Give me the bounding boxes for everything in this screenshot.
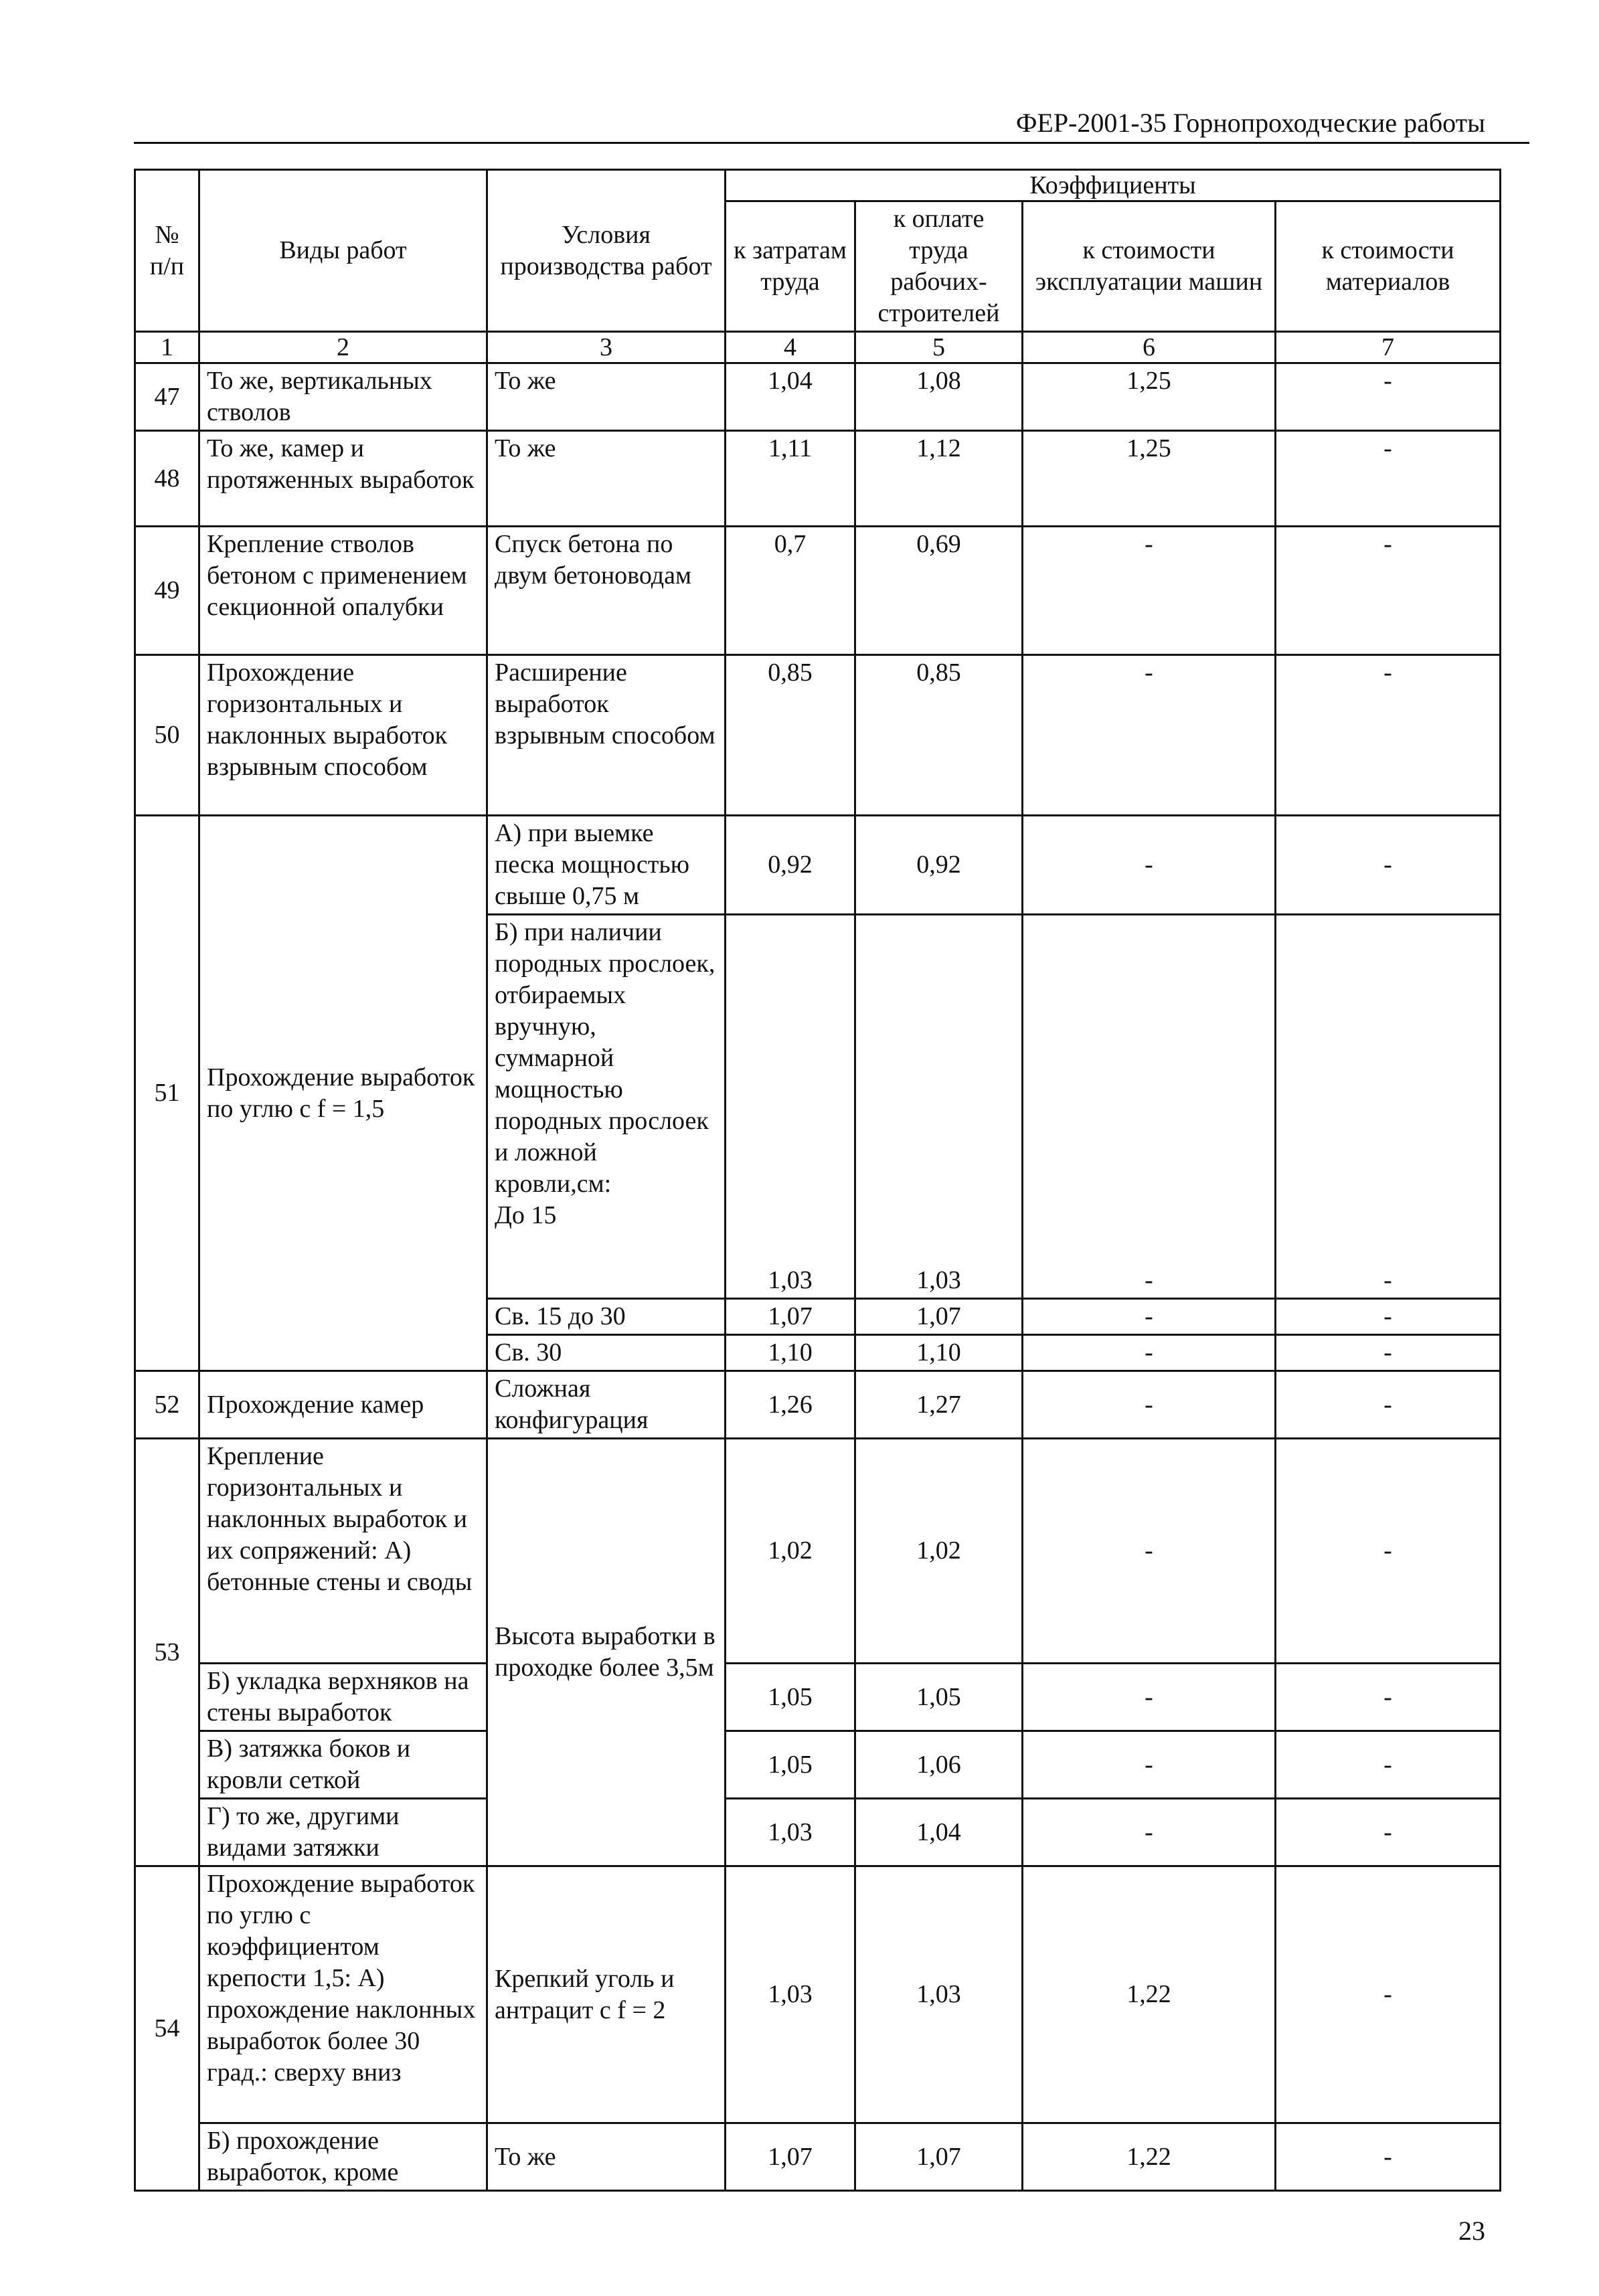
- header-rule: [134, 142, 1529, 144]
- row-number: 48: [135, 431, 199, 527]
- row-number: 49: [135, 527, 199, 655]
- table-row: [135, 1371, 1501, 1439]
- conditions: Сложная конфигурация: [487, 1371, 726, 1439]
- coef-materials: -: [1276, 655, 1501, 816]
- coef-materials: -: [1276, 1664, 1501, 1731]
- coef-machines: -: [1023, 816, 1276, 915]
- col-header-pay: к оплате труда рабочих-строителей: [855, 201, 1023, 332]
- coef-labor: 0,7: [726, 527, 855, 655]
- row-number: 53: [135, 1439, 199, 1866]
- coef-labor: 1,02: [726, 1439, 855, 1664]
- work-type: Крепление стволов бетоном с применением секционной опалубки: [199, 527, 487, 655]
- row-number: 52: [135, 1371, 199, 1439]
- coef-machines: -: [1023, 655, 1276, 816]
- column-number: 7: [1276, 332, 1501, 363]
- work-type: Прохождение выработок по углю с коэффициентом крепости 1,5: А) прохождение наклонных выработок более 30 град.: сверху вниз: [199, 1866, 487, 2123]
- coef-machines: -: [1023, 1371, 1276, 1439]
- coef-pay: 1,07: [855, 2123, 1023, 2191]
- coef-labor: 0,85: [726, 655, 855, 816]
- coef-materials: -: [1276, 431, 1501, 527]
- column-number: 4: [726, 332, 855, 363]
- coef-pay: 1,07: [855, 1299, 1023, 1335]
- coef-pay: 0,85: [855, 655, 1023, 816]
- coef-pay: 1,27: [855, 1371, 1023, 1439]
- conditions-intro: Б) при наличии породных прослоек, отбираемых вручную, суммарной мощностью породных прослоек и ложной кровли,см:: [495, 918, 716, 1198]
- coef-machines: -: [1023, 1664, 1276, 1731]
- table-row: [135, 1799, 1501, 1866]
- table-row: [135, 655, 1501, 816]
- column-number: 5: [855, 332, 1023, 363]
- work-type: В) затяжка боков и кровли сеткой: [199, 1731, 487, 1799]
- page-header-title: ФЕР-2001-35 Горнопроходческие работы: [1015, 108, 1485, 138]
- coef-materials: -: [1276, 527, 1501, 655]
- coefficients-table: [134, 169, 1501, 2192]
- coef-labor: 1,04: [726, 363, 855, 431]
- coef-labor: 1,10: [726, 1335, 855, 1371]
- work-type: То же, вертикальных стволов: [199, 363, 487, 431]
- coef-machines: 1,22: [1023, 2123, 1276, 2191]
- conditions: Высота выработки в проходке более 3,5м: [487, 1439, 726, 1866]
- table-row: [135, 816, 1501, 915]
- coef-labor: 0,92: [726, 816, 855, 915]
- table-row: [135, 1664, 1501, 1731]
- coef-pay: 0,92: [855, 816, 1023, 915]
- table-row: [135, 2123, 1501, 2191]
- coef-materials: -: [1276, 2123, 1501, 2191]
- conditions: То же: [487, 2123, 726, 2191]
- conditions-range: До 15: [495, 1201, 557, 1229]
- work-type: Б) укладка верхняков на стены выработок: [199, 1664, 487, 1731]
- coef-machines: -: [1023, 1299, 1276, 1335]
- coef-machines: -: [1023, 915, 1276, 1299]
- work-type: Прохождение горизонтальных и наклонных выработок взрывным способом: [199, 655, 487, 816]
- conditions: Расширение выработок взрывным способом: [487, 655, 726, 816]
- row-number: 51: [135, 816, 199, 1371]
- coef-labor: 1,07: [726, 1299, 855, 1335]
- conditions: [487, 915, 726, 1299]
- coef-machines: -: [1023, 1439, 1276, 1664]
- coef-machines: -: [1023, 1731, 1276, 1799]
- work-type: Прохождение выработок по углю с f = 1,5: [199, 816, 487, 1371]
- coef-pay: 1,10: [855, 1335, 1023, 1371]
- col-header-coefficients: Коэффициенты: [726, 170, 1501, 201]
- coef-materials: -: [1276, 363, 1501, 431]
- coef-pay: 0,69: [855, 527, 1023, 655]
- coef-pay: 1,05: [855, 1664, 1023, 1731]
- column-number: 2: [199, 332, 487, 363]
- coef-labor: 1,26: [726, 1371, 855, 1439]
- conditions: Св. 15 до 30: [487, 1299, 726, 1335]
- row-number: 47: [135, 363, 199, 431]
- coef-materials: -: [1276, 1799, 1501, 1866]
- conditions: Крепкий уголь и антрацит с f = 2: [487, 1866, 726, 2123]
- conditions: Св. 30: [487, 1335, 726, 1371]
- coef-materials: -: [1276, 1371, 1501, 1439]
- coef-machines: 1,25: [1023, 431, 1276, 527]
- col-header-conditions: Условия производства работ: [487, 170, 726, 332]
- row-number: 54: [135, 1866, 199, 2191]
- column-number-row: [135, 332, 1501, 363]
- coef-machines: -: [1023, 1335, 1276, 1371]
- table-row: [135, 1866, 1501, 2123]
- coef-materials: -: [1276, 1866, 1501, 2123]
- work-type: Г) то же, другими видами затяжки: [199, 1799, 487, 1866]
- conditions: Спуск бетона по двум бетоноводам: [487, 527, 726, 655]
- coef-pay: 1,03: [855, 1866, 1023, 2123]
- coef-labor: 1,07: [726, 2123, 855, 2191]
- coef-machines: 1,25: [1023, 363, 1276, 431]
- col-header-no: № п/п: [135, 170, 199, 332]
- coef-materials: -: [1276, 816, 1501, 915]
- coef-pay: 1,03: [855, 915, 1023, 1299]
- column-number: 1: [135, 332, 199, 363]
- conditions: То же: [487, 431, 726, 527]
- coef-labor: 1,03: [726, 915, 855, 1299]
- coef-materials: -: [1276, 1439, 1501, 1664]
- coef-labor: 1,05: [726, 1664, 855, 1731]
- row-number: 50: [135, 655, 199, 816]
- conditions: То же: [487, 363, 726, 431]
- column-number: 3: [487, 332, 726, 363]
- table-row: [135, 363, 1501, 431]
- table-row: [135, 527, 1501, 655]
- coef-materials: -: [1276, 1299, 1501, 1335]
- coef-labor: 1,05: [726, 1731, 855, 1799]
- col-header-labor: к затратам труда: [726, 201, 855, 332]
- work-type: Крепление горизонтальных и наклонных выработок и их сопряжений: А) бетонные стены и своды: [199, 1439, 487, 1664]
- col-header-machines: к стоимости эксплуатации машин: [1023, 201, 1276, 332]
- coef-machines: -: [1023, 527, 1276, 655]
- coef-pay: 1,04: [855, 1799, 1023, 1866]
- column-number: 6: [1023, 332, 1276, 363]
- col-header-type: Виды работ: [199, 170, 487, 332]
- col-header-materials: к стоимости материалов: [1276, 201, 1501, 332]
- coef-labor: 1,03: [726, 1799, 855, 1866]
- coef-pay: 1,06: [855, 1731, 1023, 1799]
- coef-materials: -: [1276, 915, 1501, 1299]
- table-row: [135, 431, 1501, 527]
- table-row: [135, 1439, 1501, 1664]
- coef-materials: -: [1276, 1731, 1501, 1799]
- page-number: 23: [1458, 2216, 1485, 2246]
- coef-pay: 1,12: [855, 431, 1023, 527]
- coef-pay: 1,08: [855, 363, 1023, 431]
- coef-materials: -: [1276, 1335, 1501, 1371]
- work-type: Б) прохождение выработок, кроме: [199, 2123, 487, 2191]
- coef-labor: 1,03: [726, 1866, 855, 2123]
- table-row: [135, 1731, 1501, 1799]
- work-type: То же, камер и протяженных выработок: [199, 431, 487, 527]
- conditions: А) при выемке песка мощностью свыше 0,75 м: [487, 816, 726, 915]
- work-type: Прохождение камер: [199, 1371, 487, 1439]
- coef-machines: 1,22: [1023, 1866, 1276, 2123]
- header-row-1: [135, 170, 1501, 201]
- coef-pay: 1,02: [855, 1439, 1023, 1664]
- coef-machines: -: [1023, 1799, 1276, 1866]
- coef-labor: 1,11: [726, 431, 855, 527]
